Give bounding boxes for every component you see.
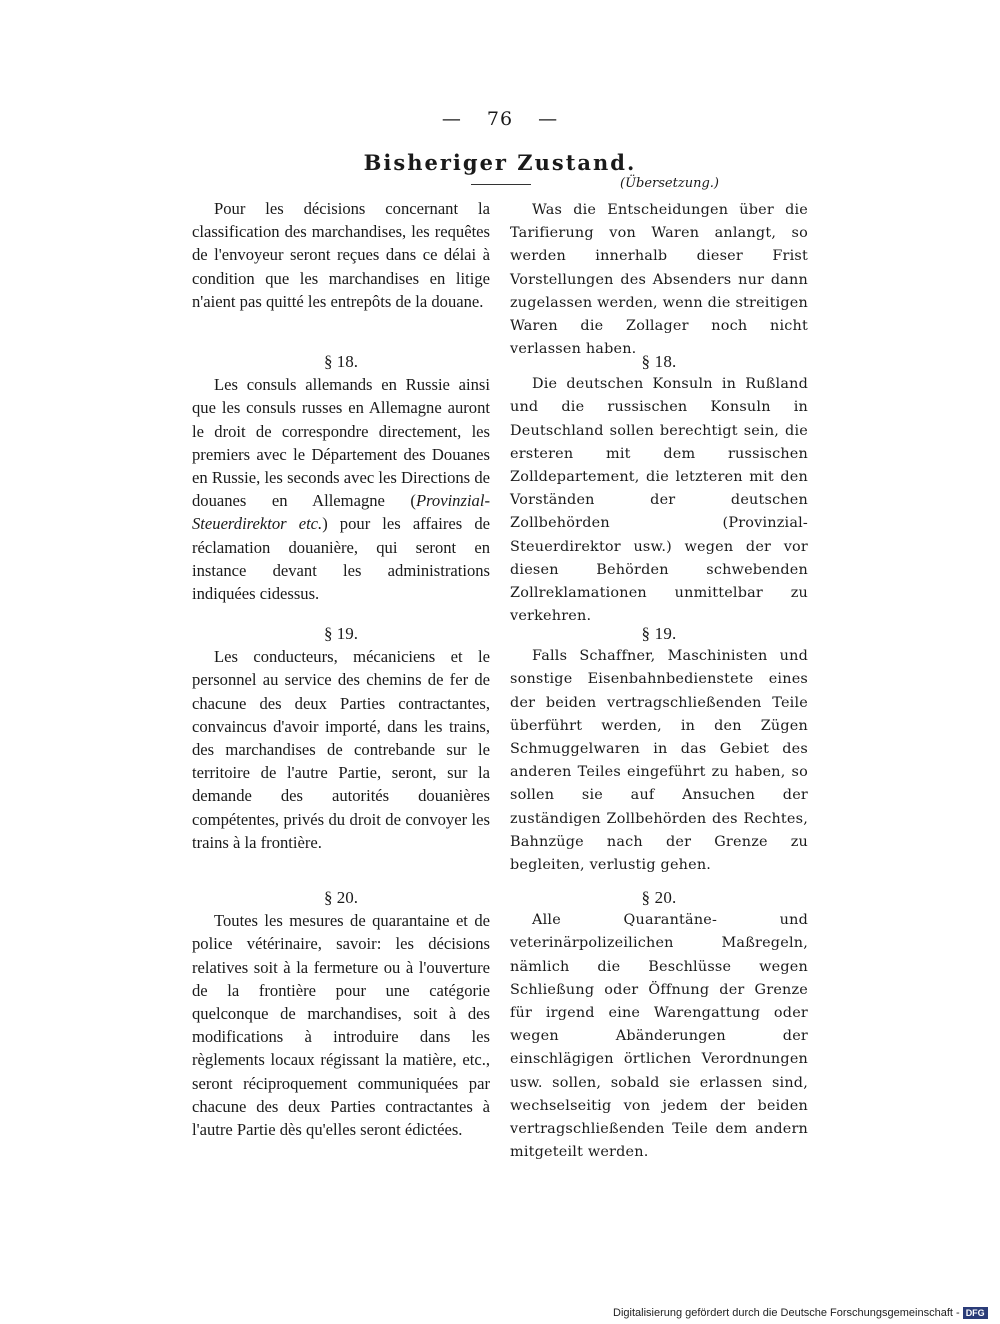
- right-section-18: [510, 350, 808, 628]
- left-section-18: [192, 350, 490, 605]
- right-p18: Die deutschen Konsuln in Rußland und die russischen Konsuln in Deutschland sollen berechtigt sein, die ersteren mit dem russischen Zolldepartement, die letzteren mit den Vorständen der deutschen Zollbehörden (Provinzial-Steuerdirektor usw.) wegen der vor diesen Behörden schwebenden Zollreklamationen unmittelbar zu verkehren.: [510, 376, 808, 625]
- title-rule: [471, 184, 531, 185]
- left-heading-20: § 20.: [324, 888, 358, 907]
- footer-text: Digitalisierung gefördert durch die Deutsche Forschungsgemeinschaft -: [613, 1307, 960, 1319]
- header-dash-left: —: [441, 108, 462, 130]
- page-number: 76: [486, 108, 514, 130]
- left-p18-a: Les consuls allemands en Russie ainsi que les consuls russes en Allemagne auront le droit de correspondre directement, les premiers avec le Département des Douanes en Russie, les seconds avec les Directions de douanes en Allemagne (: [192, 375, 490, 511]
- left-p18: [192, 373, 490, 605]
- left-p19: Les conducteurs, mécaniciens et le personnel au service des chemins de fer de chacune des deux Parties contractantes, convaincus d'avoir importé, dans les trains, des marchandises de contrebande sur le territoire de l'autre Partie, seront, sur la demande des autorités douanières compétentes, privés du droit de convoyer les trains à la frontière.: [192, 647, 490, 852]
- translation-note: (Übersetzung.): [620, 176, 719, 191]
- right-p1: Was die Entscheidungen über die Tarifierung von Waren anlangt, so werden innerhalb dieser Frist Vorstellungen des Absenders nur dann zugelassen werden, wenn die streitigen Waren die Zollager noch nicht verlassen haben.: [510, 202, 808, 358]
- section-title: Bisheriger Zustand.: [363, 150, 637, 175]
- right-p20: Alle Quarantäne- und veterinärpolizeilichen Maßregeln, nämlich die Beschlüsse wegen Schließung oder Öffnung der Grenze für irgend eine Warengattung oder wegen Abänderungen der einschlägigen örtlichen Verordnungen usw. sollen, sobald sie erlassen sind, wechselseitig von jedem der beiden vertragschließenden Teile dem andern mitgeteilt werden.: [510, 912, 808, 1161]
- left-p20: Toutes les mesures de quarantaine et de police vétérinaire, savoir: les décisions relatives soit à la fermeture ou à l'ouverture de la frontière pour une catégorie quelconque de marchandises, soit à des modifications à introduire dans les règlements locaux régissant la matière, etc., seront réciproquement communiquées par chacune des deux Parties contractantes à l'autre Partie dès qu'elles seront édictées.: [192, 911, 490, 1140]
- right-section-20: [510, 886, 808, 1164]
- right-section-19: [510, 622, 808, 877]
- right-heading-19: § 19.: [641, 624, 677, 643]
- left-heading-19: § 19.: [324, 624, 358, 643]
- left-p1: Pour les décisions concernant la classification des marchandises, les requêtes de l'envoyeur seront reçues dans ce délai à condition que les marchandises en litige n'aient pas quitté les entrepôts de la douane.: [192, 199, 490, 311]
- right-heading-20: § 20.: [641, 888, 677, 907]
- right-p19: Falls Schaffner, Maschinisten und sonstige Eisenbahnbedienstete eines der beiden vertragschließenden Teile überführt werden, in den Zügen Schmuggelwaren in das Gebiet des anderen Teiles eingeführt zu haben, so sollen sie auf Ansuchen der zuständigen Zollbehörden des Rechtes, Bahnzüge nach der Grenze zu begleiten, verlustig gehen.: [510, 648, 808, 874]
- left-p18-b: ) pour les affaires de réclamation douanière, qui seront en instance devant les administrations indiquées cidessus.: [192, 514, 491, 604]
- dfg-logo-icon: DFG: [963, 1307, 988, 1319]
- left-p18-italic: Provinzial-Steuerdirektor etc.: [192, 491, 490, 534]
- header-dash-right: —: [538, 108, 559, 130]
- left-heading-18: § 18.: [324, 352, 358, 371]
- digitization-footer: [613, 1307, 988, 1319]
- right-paragraph-intro: [510, 199, 808, 361]
- left-section-19: [192, 622, 490, 854]
- left-section-20: [192, 886, 490, 1141]
- page-header: [0, 108, 1000, 130]
- left-paragraph-intro: [192, 197, 490, 313]
- right-heading-18: § 18.: [641, 352, 677, 371]
